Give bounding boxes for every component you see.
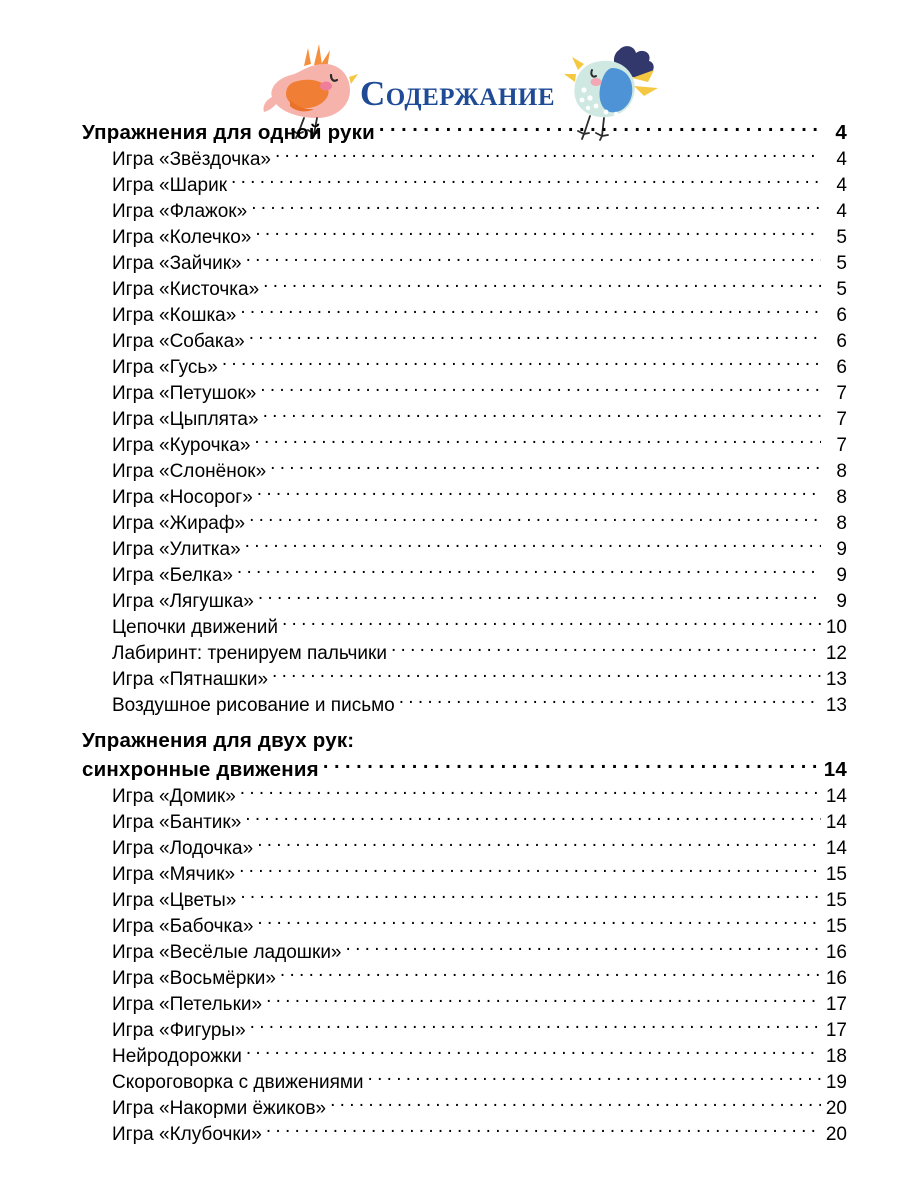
dot-leader bbox=[257, 913, 821, 932]
toc-entry-label: Игра «Звёздочка» bbox=[112, 149, 271, 170]
toc-chapter-title-line1[interactable]: Упражнения для двух рук: bbox=[82, 729, 355, 752]
toc-entry-label: Нейродорожки bbox=[112, 1046, 242, 1067]
dot-leader bbox=[240, 887, 821, 906]
toc-chapter-row[interactable] bbox=[0, 118, 915, 146]
dot-leader bbox=[250, 1017, 821, 1036]
toc-page-number: 13 bbox=[825, 695, 847, 716]
page-title: Содержание bbox=[359, 74, 556, 113]
toc-entry-row[interactable] bbox=[0, 354, 915, 380]
toc-entry-label: Игра «Домик» bbox=[112, 786, 236, 807]
toc-page-number: 6 bbox=[836, 357, 847, 378]
toc-entry-row[interactable] bbox=[0, 640, 915, 666]
toc-entry-label: Цепочки движений bbox=[112, 617, 278, 638]
dot-leader bbox=[240, 783, 821, 802]
dot-leader bbox=[323, 755, 819, 776]
toc-entry-row[interactable] bbox=[0, 172, 915, 198]
toc-entry-row[interactable] bbox=[0, 484, 915, 510]
table-of-contents bbox=[0, 118, 915, 1147]
dot-leader bbox=[249, 510, 821, 529]
dot-leader bbox=[246, 1043, 821, 1062]
toc-page-number: 9 bbox=[836, 539, 847, 560]
toc-entry-row[interactable] bbox=[0, 458, 915, 484]
toc-page-number: 5 bbox=[836, 227, 847, 248]
toc-entry-row[interactable] bbox=[0, 1069, 915, 1095]
dot-leader bbox=[266, 1121, 821, 1140]
toc-entry-label: Воздушное рисование и письмо bbox=[112, 695, 395, 716]
dot-leader bbox=[391, 640, 821, 659]
toc-page-number: 15 bbox=[825, 890, 847, 911]
toc-page-number: 18 bbox=[825, 1046, 847, 1067]
dot-leader bbox=[368, 1069, 821, 1088]
toc-page-number: 7 bbox=[836, 435, 847, 456]
toc-entry-row[interactable] bbox=[0, 432, 915, 458]
toc-entry-row[interactable] bbox=[0, 783, 915, 809]
toc-entry-row[interactable] bbox=[0, 913, 915, 939]
toc-entry-label: Игра «Пятнашки» bbox=[112, 669, 269, 690]
dot-leader bbox=[254, 432, 821, 451]
toc-entry-label: Игра «Гусь» bbox=[112, 357, 218, 378]
toc-page-number: 13 bbox=[825, 669, 847, 690]
toc-entry-label: Игра «Лодочка» bbox=[112, 838, 254, 859]
toc-entry-row[interactable] bbox=[0, 887, 915, 913]
toc-entry-row[interactable] bbox=[0, 861, 915, 887]
page-header bbox=[0, 0, 915, 118]
toc-entry-label: Игра «Бабочка» bbox=[112, 916, 254, 937]
toc-page-number: 20 bbox=[825, 1124, 847, 1145]
dot-leader bbox=[263, 406, 821, 425]
toc-entry-row[interactable] bbox=[0, 588, 915, 614]
toc-entry-label: Игра «Клубочки» bbox=[112, 1124, 262, 1145]
toc-entry-label: Игра «Шарик bbox=[112, 175, 228, 196]
toc-page-number: 14 bbox=[823, 757, 847, 781]
toc-page-number: 4 bbox=[836, 149, 847, 170]
toc-entry-row[interactable] bbox=[0, 835, 915, 861]
toc-page-number: 14 bbox=[825, 838, 847, 859]
toc-page-number: 9 bbox=[836, 591, 847, 612]
dot-leader bbox=[237, 562, 821, 581]
toc-entry-row[interactable] bbox=[0, 1121, 915, 1147]
toc-entry-label: Игра «Курочка» bbox=[112, 435, 251, 456]
dot-leader bbox=[255, 224, 821, 243]
toc-entry-row[interactable] bbox=[0, 406, 915, 432]
dot-leader bbox=[379, 118, 819, 139]
dot-leader bbox=[399, 692, 821, 711]
toc-entry-label: Игра «Колечко» bbox=[112, 227, 252, 248]
dot-leader bbox=[266, 991, 821, 1010]
toc-entry-label: Игра «Жираф» bbox=[112, 513, 246, 534]
toc-page-number: 10 bbox=[825, 617, 847, 638]
toc-entry-label: Игра «Улитка» bbox=[112, 539, 241, 560]
dot-leader bbox=[270, 458, 821, 477]
toc-entry-label: Игра «Цветы» bbox=[112, 890, 237, 911]
toc-entry-row[interactable] bbox=[0, 536, 915, 562]
toc-entry-row[interactable] bbox=[0, 692, 915, 718]
toc-page-number: 5 bbox=[836, 253, 847, 274]
toc-entry-row[interactable] bbox=[0, 1043, 915, 1069]
toc-page-number: 7 bbox=[836, 383, 847, 404]
dot-leader bbox=[282, 614, 821, 633]
toc-entry-row[interactable] bbox=[0, 614, 915, 640]
toc-page-number: 17 bbox=[825, 1020, 847, 1041]
toc-page-number: 14 bbox=[825, 786, 847, 807]
dot-leader bbox=[275, 146, 821, 165]
toc-entry-row[interactable] bbox=[0, 809, 915, 835]
dot-leader bbox=[246, 250, 821, 269]
toc-entry-row[interactable] bbox=[0, 198, 915, 224]
toc-entry-label: Игра «Носорог» bbox=[112, 487, 253, 508]
toc-entry-row[interactable] bbox=[0, 276, 915, 302]
dot-leader bbox=[330, 1095, 821, 1114]
toc-page-number: 15 bbox=[825, 916, 847, 937]
toc-chapter-row[interactable] bbox=[0, 755, 915, 783]
dot-leader bbox=[272, 666, 821, 685]
dot-leader bbox=[245, 536, 821, 555]
toc-entry-label: Игра «Весёлые ладошки» bbox=[112, 942, 342, 963]
toc-page-number: 6 bbox=[836, 305, 847, 326]
toc-entry-row[interactable] bbox=[0, 510, 915, 536]
toc-entry-row[interactable] bbox=[0, 562, 915, 588]
toc-page-number: 6 bbox=[836, 331, 847, 352]
toc-page-number: 9 bbox=[836, 565, 847, 586]
toc-entry-label: Игра «Бантик» bbox=[112, 812, 242, 833]
toc-page-number: 7 bbox=[836, 409, 847, 430]
dot-leader bbox=[240, 302, 821, 321]
toc-entry-label: Игра «Зайчик» bbox=[112, 253, 242, 274]
dot-leader bbox=[280, 965, 821, 984]
toc-entry-label: Игра «Кошка» bbox=[112, 305, 237, 326]
toc-entry-row[interactable] bbox=[0, 224, 915, 250]
toc-page-number: 8 bbox=[836, 513, 847, 534]
toc-page-number: 5 bbox=[836, 279, 847, 300]
toc-page-number: 17 bbox=[825, 994, 847, 1015]
toc-entry-row[interactable] bbox=[0, 328, 915, 354]
toc-entry-label: Игра «Восьмёрки» bbox=[112, 968, 276, 989]
dot-leader bbox=[245, 809, 821, 828]
dot-leader bbox=[257, 835, 821, 854]
toc-page-number: 12 bbox=[825, 643, 847, 664]
toc-entry-row[interactable] bbox=[0, 666, 915, 692]
toc-page-number: 8 bbox=[836, 487, 847, 508]
toc-entry-row[interactable] bbox=[0, 1017, 915, 1043]
toc-entry-label: Игра «Белка» bbox=[112, 565, 233, 586]
dot-leader bbox=[249, 328, 821, 347]
toc-page-number: 14 bbox=[825, 812, 847, 833]
dot-leader bbox=[239, 861, 821, 880]
dot-leader bbox=[231, 172, 821, 191]
toc-entry-label: Игра «Собака» bbox=[112, 331, 245, 352]
toc-entry-row[interactable] bbox=[0, 939, 915, 965]
toc-page-number: 20 bbox=[825, 1098, 847, 1119]
toc-page-number: 15 bbox=[825, 864, 847, 885]
toc-page-number: 4 bbox=[835, 120, 847, 144]
toc-entry-row[interactable] bbox=[0, 1095, 915, 1121]
toc-entry-row[interactable] bbox=[0, 965, 915, 991]
toc-entry-label: Игра «Лягушка» bbox=[112, 591, 254, 612]
toc-page-number: 8 bbox=[836, 461, 847, 482]
toc-page-number: 16 bbox=[825, 942, 847, 963]
toc-entry-label: Игра «Флажок» bbox=[112, 201, 248, 222]
toc-page-number: 19 bbox=[825, 1072, 847, 1093]
toc-chapter-label: синхронные движения bbox=[82, 757, 319, 781]
dot-leader bbox=[251, 198, 821, 217]
toc-entry-label: Игра «Кисточка» bbox=[112, 279, 260, 300]
toc-entry-row[interactable] bbox=[0, 380, 915, 406]
dot-leader bbox=[257, 484, 821, 503]
toc-entry-row[interactable] bbox=[0, 302, 915, 328]
toc-page-number: 4 bbox=[836, 175, 847, 196]
dot-leader bbox=[258, 588, 821, 607]
toc-page-number: 4 bbox=[836, 201, 847, 222]
toc-entry-label: Игра «Накорми ёжиков» bbox=[112, 1098, 327, 1119]
dot-leader bbox=[263, 276, 821, 295]
toc-entry-row[interactable] bbox=[0, 991, 915, 1017]
toc-page-number: 16 bbox=[825, 968, 847, 989]
toc-entry-label: Игра «Слонёнок» bbox=[112, 461, 267, 482]
toc-entry-label: Игра «Цыплята» bbox=[112, 409, 259, 430]
dot-leader bbox=[222, 354, 821, 373]
toc-entry-label: Скороговорка с движениями bbox=[112, 1072, 364, 1093]
dot-leader bbox=[260, 380, 821, 399]
toc-entry-label: Игра «Петушок» bbox=[112, 383, 257, 404]
toc-entry-label: Игра «Фигуры» bbox=[112, 1020, 246, 1041]
toc-entry-label: Лабиринт: тренируем пальчики bbox=[112, 643, 387, 664]
dot-leader bbox=[346, 939, 821, 958]
toc-entry-label: Игра «Мячик» bbox=[112, 864, 236, 885]
toc-chapter-label: Упражнения для одной руки bbox=[82, 120, 375, 144]
toc-entry-row[interactable] bbox=[0, 250, 915, 276]
toc-entry-label: Игра «Петельки» bbox=[112, 994, 263, 1015]
toc-entry-row[interactable] bbox=[0, 146, 915, 172]
